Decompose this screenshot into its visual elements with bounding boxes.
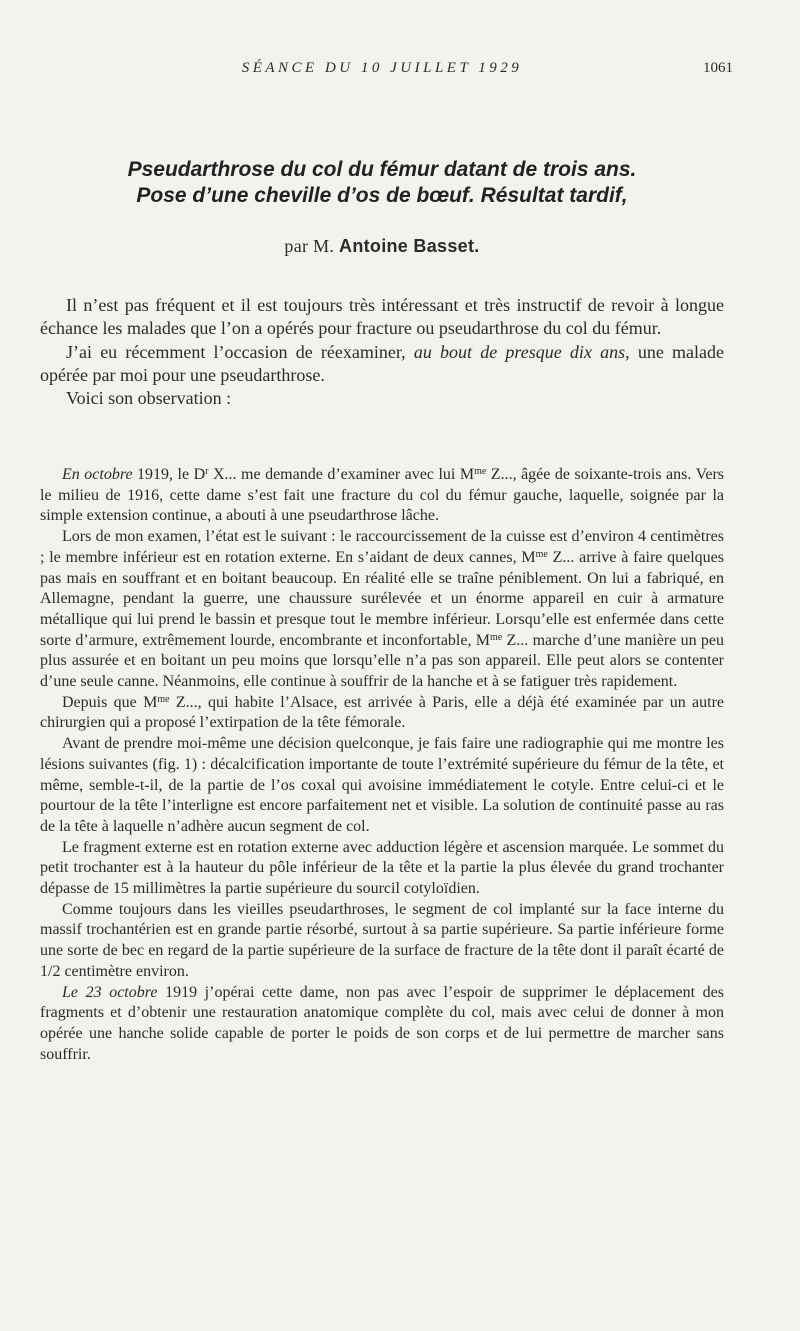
obs-p3-sup: me <box>157 693 170 705</box>
author-name: Antoine Basset. <box>339 236 480 256</box>
author-prefix: par M. <box>284 236 335 256</box>
article-title-line-2: Pose d’une cheville d’os de bœuf. Résultat tardif, <box>136 184 628 207</box>
author-line <box>40 236 724 257</box>
observation-paragraph-5: Le fragment externe est en rotation externe avec adduction légère et ascension marquée. Le sommet du petit trochanter est à la hauteur du pôle inférieur de la tête et la partie la plus élevée du grand trochanter dépasse de 15 millimètres la partie supérieure du sourcil cotyloïdien. <box>40 838 724 898</box>
obs-p2-sup-1: me <box>535 548 548 560</box>
observation-paragraph-3 <box>40 693 724 734</box>
obs-p2-text-a: Lors de mon examen, l’état est le suivant : le raccourcissement de la cuisse est d’environ 4 centimètres ; le membre inférieur est en rotation externe. En s’aidant de deux cannes, M <box>40 528 724 566</box>
intro-p2-text-a: J’ai eu récemment l’occasion de réexaminer, <box>66 341 414 362</box>
article-title-line-1: Pseudarthrose du col du fémur datant de trois ans. <box>127 158 637 181</box>
obs-p1-sup-2: me <box>474 466 487 477</box>
running-head <box>40 60 733 82</box>
article-title <box>40 157 724 209</box>
observation-paragraph-4: Avant de prendre moi-même une décision quelconque, je fais faire une radiographie qui me montre les lésions suivantes (fig. 1) : décalcification importante de toute l’extrémité supérieure du fémur de la tête, et même, semble-t-il, de la partie de l’os coxal qui avoisine immédiatement le cotyle. Entre celui-ci et le pourtour de la tête l’interligne est encore parfaitement net et visible. La solution de continuité passe au ras de la tête à laquelle n’adhère aucun segment de col. <box>40 735 724 835</box>
intro-paragraph-3: Voici son observation : <box>66 388 232 409</box>
page-number: 1061 <box>703 60 733 76</box>
running-title: SÉANCE DU 10 JUILLET 1929 <box>241 60 523 76</box>
obs-p2-text-b: Z... arrive à faire quelques pas mais en souffrant et en boitant beaucoup. En réalité elle se traîne péniblement. On lui a fabriqué, en Allemagne, pendant la guerre, une chaussure surélevée et un énorme appareil en cuir à armature métallique qui lui prend le bassin et presque tout le membre inférieur. Lorsqu’elle est enfermée dans cette sorte d’armure, extrêmement lourde, encombrante et inconfortable, M <box>40 548 725 649</box>
intro-paragraph-1: Il n’est pas fréquent et il est toujours très intéressant et très instructif de revoir à longue échance les malades que l’on a opérés pour fracture ou pseudarthrose du col du fémur. <box>40 295 724 339</box>
obs-p1-text-c: Z..., âgée de soixante-trois ans. Vers le milieu de 1916, cette dame s’est fait une fracture du col du fémur gauche, laquelle, soignée par la simple extension continue, a abouti à une pseudarthrose lâche. <box>40 466 725 525</box>
obs-p2-text-c: Z... marche d’une manière un peu plus assurée et en boitant un peu moins que lorsqu’elle n’a pas son appareil. Elle peut alors se contenter d’une seule canne. Néanmoins, elle continue à souffrir de la hanche et à se fatiguer très rapidement. <box>40 631 724 691</box>
introduction <box>40 294 724 410</box>
obs-p7-text: 1919 j’opérai cette dame, non pas avec l’espoir de supprimer le déplacement des fragments et d’obtenir une restauration anatomique complète du col, mais avec celui de donner à mon opérée une hanche solide capable de porter le poids de son corps et de lui permettre de marcher sans souffrir. <box>40 983 725 1063</box>
observation-paragraph-7 <box>40 983 724 1066</box>
observation-paragraph-2 <box>40 527 724 693</box>
obs-p7-date: Le 23 octobre <box>62 983 158 1001</box>
intro-p2-emphasis: au bout de presque dix ans <box>413 341 626 362</box>
observation-paragraph-6: Comme toujours dans les vieilles pseudarthroses, le segment de col implanté sur la face interne du massif trochantérien est en grande partie résorbé, surtout à sa partie supérieure. Sa partie inférieure forme une sorte de bec en regard de la partie supérieure de la surface de fracture de la tête dont il paraît écarté de 1/2 centimètre environ. <box>40 900 724 980</box>
observation-paragraph-1 <box>40 465 724 527</box>
obs-p1-text-a: 1919, le D <box>132 466 206 483</box>
intro-p2-text-b: , une malade opérée par moi pour une pseudarthrose. <box>40 341 724 385</box>
intro-paragraph-2 <box>40 341 724 388</box>
obs-p1-text-b: X... me demande d’examiner avec lui M <box>208 466 475 483</box>
obs-p3-text-b: Z..., qui habite l’Alsace, est arrivée à Paris, elle a déjà été examinée par un autre chirurgien qui a proposé l’extirpation de la tête fémorale. <box>40 693 725 732</box>
observation <box>40 465 724 1065</box>
obs-p1-date: En octobre <box>62 466 133 483</box>
obs-p3-text-a: Depuis que M <box>62 693 158 711</box>
obs-p1-sup-1: r <box>205 466 209 477</box>
obs-p2-sup-2: me <box>490 631 503 643</box>
